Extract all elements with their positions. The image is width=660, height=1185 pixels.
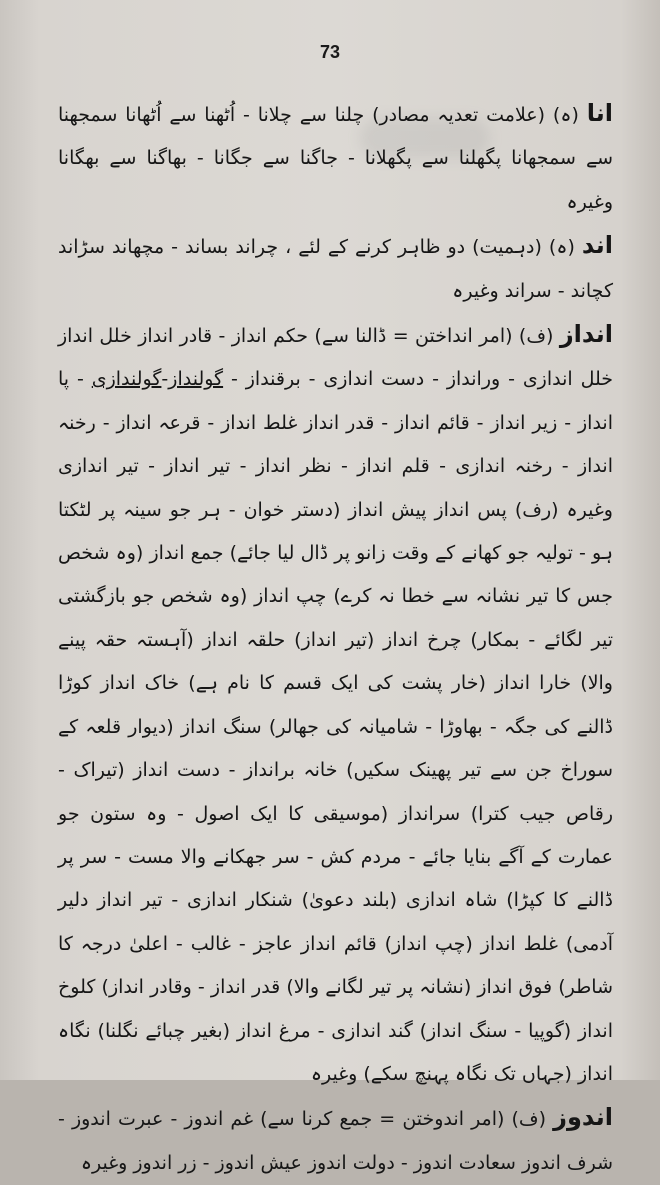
headword: انداز: [559, 320, 614, 349]
entry-andaz: [58, 313, 613, 1096]
entry-body: (ہ) (علامت تعدیہ مصادر) چلنا سے چلانا - اُٹھنا سے اُٹھانا سمجھنا سے سمجھانا پگھلنا سے پگھلانا - جاگنا سے جگانا - بھاگنا سے بھگانا وغیرہ: [58, 104, 613, 213]
separator: -: [161, 368, 169, 391]
entry-and: [58, 224, 613, 313]
entry-body: (ف) (امر اندوختن = جمع کرنا سے) غم اندوز - عبرت اندوز - شرف اندوز سعادت اندوز - دولت اندوز عیش اندوز - زر اندوز وغیرہ: [58, 1108, 613, 1174]
entry-ana: [58, 92, 613, 224]
entry-body: - پا انداز - زیر انداز - قائم انداز - قدر انداز غلط انداز - قرعہ انداز - رخنہ انداز - رخنہ اندازی - قلم انداز - نظر انداز - تیر انداز - تیر اندازی وغیرہ (رف) پس انداز پیش انداز (دستر خوان - ہر جو سینہ پر لٹکتا ہو - تولیہ جو کھانے کے وقت زانو پر ڈال لیا جائے) جمع انداز (وہ شخص جس کا تیر نشانہ سے خطا نہ کرے) چپ انداز (وہ شخص جو بازگشتی تیر لگائے - بمکار) چرخ انداز (تیر انداز) حلقہ انداز (آہستہ حقہ پینے والا) خارا انداز (خار پشت کی ایک قسم کا نام ہے) خاک انداز کوڑا ڈالنے کی جگہ - بھاوڑا - شامیانہ کی جھالر) سنگ انداز (دیوار قلعہ کے سوراخ جن سے تیر پھینک سکیں) خانہ برانداز - دست انداز (تیراک - رقاص جیب کترا) سرانداز (موسیقی کا ایک اصول - وہ ستون جو عمارت کے آگے بنایا جائے - مردم کش - سر جھکانے والا مست - سر پر ڈالنے کا کپڑا) شاہ اندازی (بلند دعویٰ) شنکار اندازی - تیر انداز دلیر آدمی) غلط انداز (چپ انداز) قائم انداز عاجز - غالب - اعلیٰ درجہ کا شاطر) فوق انداز (نشانہ پر تیر لگانے والا) قدر انداز - وقادر انداز) کلوخ انداز (گوپیا - سنگ انداز) گند اندازی - مرغ انداز (بغیر چبائے نگلنا) نگاہ انداز (جہاں تک نگاہ پہنچ سکے) وغیرہ: [58, 368, 613, 1085]
entry-andoz: [58, 1096, 613, 1185]
entry-body: (ہ) (دہمیت) دو ظاہر کرنے کے لئے ، چراند بساند - مچھاند سڑاند کچاند - سراند وغیرہ: [58, 236, 613, 302]
underlined-term: گولندازی: [91, 368, 162, 391]
dictionary-text: [58, 92, 613, 1185]
headword: انا: [586, 99, 613, 127]
page-number: 73: [319, 42, 341, 62]
headword: اندوز: [553, 1103, 613, 1132]
underlined-term: گولنداز: [168, 368, 224, 391]
headword: اند: [581, 231, 613, 260]
entry-body: (ف) (امر انداختن = ڈالنا سے) حکم انداز - قادر انداز خلل انداز خلل اندازی - ورانداز - دست اندازی - برقنداز -: [58, 325, 613, 391]
